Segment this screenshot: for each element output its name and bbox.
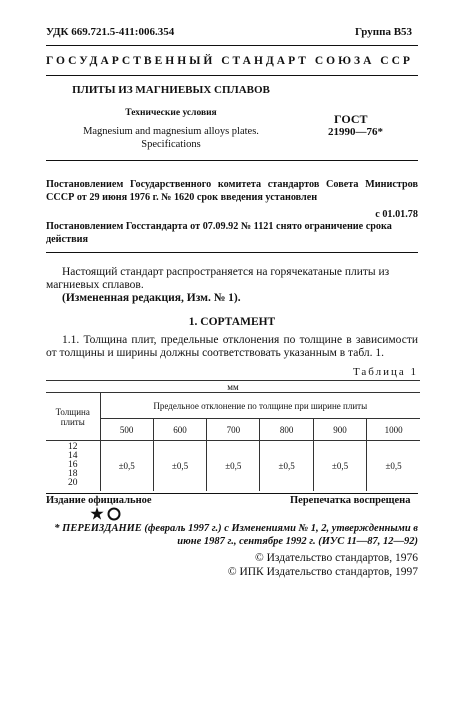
section-heading: 1. СОРТАМЕНТ: [188, 316, 276, 328]
thickness-header: [46, 393, 100, 441]
deviation-cell: ±0,5: [367, 441, 420, 491]
deviation-cell: ±0,5: [260, 441, 313, 491]
decree-2: Постановлением Госстандарта от 07.09.92 № 1121 снято ограничение срока действия: [46, 221, 392, 245]
deviation-cell: ±0,5: [207, 441, 260, 491]
official-edition: Издание официальное: [46, 495, 152, 506]
deviation-group-header: [100, 393, 420, 419]
document-title: ПЛИТЫ ИЗ МАГНИЕВЫХ СПЛАВОВ: [72, 84, 270, 96]
header-rule: [46, 45, 418, 46]
deviation-group-label: Предельное отклонение по толщине при ширине плиты: [153, 400, 368, 411]
gost-label: ГОСТ: [334, 112, 368, 126]
width-header: 700: [207, 419, 260, 441]
state-standard-heading: ГОСУДАРСТВЕННЫЙ СТАНДАРТ СОЮЗА ССР: [46, 55, 413, 67]
units-cell: [46, 381, 420, 393]
table-caption: Таблица 1: [352, 366, 418, 378]
gost-number: 21990—76*: [328, 126, 383, 138]
thickness-table: [46, 380, 420, 491]
thickness-values-cell: [46, 441, 100, 491]
thickness-header-label: Толщина плиты: [55, 406, 90, 427]
section-paragraph: 1.1. Толщина плит, предельные отклонения по толщине в зависимости от толщины и ширины должны соответствовать указанным в табл. 1.: [46, 334, 418, 359]
english-title-line1: Magnesium and magnesium alloys plates.: [83, 126, 259, 137]
width-header: 800: [260, 419, 313, 441]
width-header: 1000: [367, 419, 420, 441]
thickness-value: 20: [68, 478, 78, 489]
reissue-note: * ПЕРЕИЗДАНИЕ (февраль 1997 г.) с Изменениями № 1, 2, утвержденными в июне 1987 г., сентябре 1992 г. (ИУС 11—87, 12—92): [54, 523, 418, 547]
thickness-value: 16: [68, 460, 78, 471]
copyright-1976: © Издательство стандартов, 1976: [254, 552, 418, 564]
reprint-forbidden: Перепечатка воспрещена: [290, 495, 411, 506]
english-title-line2: Specifications: [141, 139, 201, 150]
deviation-cell: ±0,5: [313, 441, 366, 491]
footer-rule: [46, 493, 418, 494]
star-circle-icon: [90, 505, 130, 523]
deviation-cell: ±0,5: [153, 441, 206, 491]
decree-1: Постановлением Государственного комитета стандартов Совета Министров СССР от 29 июня 1976 г. № 1620 срок введения установлен: [46, 179, 418, 203]
title-rule: [46, 160, 418, 161]
thickness-value: 12: [68, 442, 78, 453]
units-label: мм: [227, 381, 239, 392]
decree-rule: [46, 252, 418, 253]
intro-paragraph: Настоящий стандарт распространяется на горячекатаные плиты из магниевых сплавов.: [46, 266, 390, 291]
document-subtitle: Технические условия: [125, 108, 217, 118]
thickness-value: 14: [68, 451, 78, 462]
deviation-cell: ±0,5: [100, 441, 153, 491]
thickness-value: 18: [68, 469, 78, 480]
group-code: Группа В53: [355, 26, 413, 38]
copyright-1997: © ИПК Издательство стандартов, 1997: [227, 566, 418, 578]
width-header: 600: [153, 419, 206, 441]
amendment-note: (Измененная редакция, Изм. № 1).: [62, 292, 241, 304]
width-header: 900: [313, 419, 366, 441]
udk-code: УДК 669.721.5-411:006.354: [46, 26, 175, 38]
width-header: 500: [100, 419, 153, 441]
header-rule-bottom: [46, 75, 418, 76]
effective-date: с 01.01.78: [375, 209, 418, 220]
